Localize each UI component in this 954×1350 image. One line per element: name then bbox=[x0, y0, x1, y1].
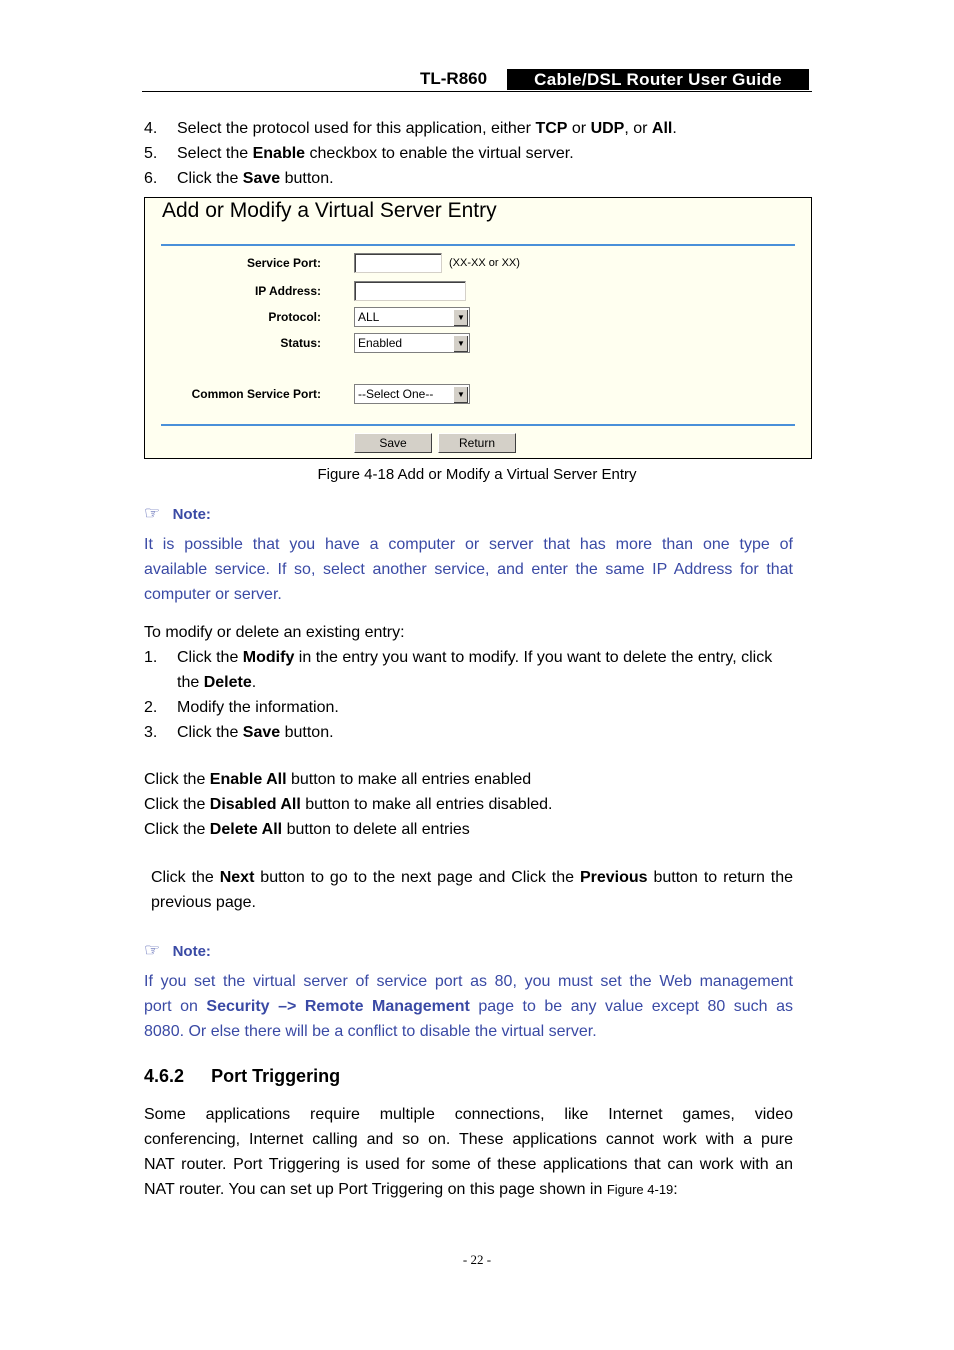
figure-caption: Figure 4-18 Add or Modify a Virtual Server Entry bbox=[317, 466, 637, 483]
navigation-paragraph bbox=[151, 865, 793, 915]
note-line: available service. If so, select another service, and enter the same IP Address for that bbox=[144, 561, 793, 578]
protocol-label: Protocol: bbox=[268, 310, 321, 324]
note-body bbox=[144, 969, 793, 1044]
modify-intro: To modify or delete an existing entry: bbox=[144, 624, 405, 641]
item-number: 5. bbox=[144, 145, 158, 162]
form-title: Add or Modify a Virtual Server Entry bbox=[162, 199, 497, 222]
item-number: 6. bbox=[144, 170, 158, 187]
common-service-port-value: --Select One-- bbox=[358, 387, 434, 401]
note-label: Note: bbox=[172, 943, 211, 960]
section-heading bbox=[144, 1066, 340, 1087]
service-port-label: Service Port: bbox=[246, 256, 321, 270]
bulk-line: Click the Disabled All button to make all entries disabled. bbox=[144, 796, 553, 813]
item-number: 1. bbox=[144, 649, 158, 666]
note-line: 8080. Or else there will be a conflict to disable the virtual server. bbox=[144, 1023, 597, 1040]
pointing-hand-icon: ☞ bbox=[144, 503, 161, 523]
common-service-port-select[interactable] bbox=[354, 384, 470, 404]
item-number: 3. bbox=[144, 724, 158, 741]
service-port-hint: (XX-XX or XX) bbox=[449, 257, 520, 269]
item-text: Click the Save button. bbox=[177, 724, 334, 741]
nav-line: Click the Next button to go to the next page and Click the Previous button to return the bbox=[151, 869, 794, 886]
return-button[interactable]: Return bbox=[438, 433, 516, 453]
note-line: If you set the virtual server of service port as 80, you must set the Web management bbox=[144, 973, 793, 990]
section-body bbox=[144, 1102, 793, 1202]
item-number: 2. bbox=[144, 699, 158, 716]
note-label: Note: bbox=[172, 506, 211, 523]
bulk-line: Click the Delete All button to delete all entries bbox=[144, 821, 470, 838]
common-service-port-label: Common Service Port: bbox=[191, 387, 321, 401]
page-number: - 22 - bbox=[462, 1252, 492, 1267]
chevron-down-icon[interactable]: ▼ bbox=[453, 309, 468, 326]
ip-address-label: IP Address: bbox=[254, 284, 321, 298]
note-heading bbox=[144, 503, 211, 524]
header-rule bbox=[142, 91, 812, 92]
body-line: NAT router. Port Triggering is used for some of these applications that can work with an bbox=[144, 1156, 793, 1173]
body-line: conferencing, Internet calling and so on. These applications cannot work with a pure bbox=[144, 1131, 793, 1148]
service-port-input[interactable] bbox=[354, 253, 442, 273]
nav-line: previous page. bbox=[151, 894, 256, 911]
body-line: Some applications require multiple connections, like Internet games, video bbox=[144, 1106, 793, 1123]
bulk-actions bbox=[144, 767, 552, 842]
chevron-down-icon[interactable]: ▼ bbox=[453, 386, 468, 403]
figure-reference: Figure 4-19 bbox=[606, 1182, 674, 1197]
header-guide-title: Cable/DSL Router User Guide bbox=[507, 69, 809, 90]
status-value: Enabled bbox=[358, 336, 403, 350]
header-model: TL-R860 bbox=[420, 69, 488, 88]
item-text: Click the Modify in the entry you want to modify. If you want to delete the entry, click bbox=[177, 649, 773, 666]
protocol-value: ALL bbox=[358, 310, 380, 324]
note-line: port on Security –> Remote Management page to be any value except 80 such as bbox=[144, 998, 793, 1015]
bulk-line: Click the Enable All button to make all entries enabled bbox=[144, 771, 532, 788]
note-body bbox=[144, 532, 793, 607]
item-text: Select the protocol used for this application, either TCP or UDP, or All. bbox=[177, 120, 677, 137]
virtual-server-form-screenshot bbox=[144, 197, 812, 459]
item-number: 4. bbox=[144, 120, 158, 137]
item-text: Select the Enable checkbox to enable the virtual server. bbox=[177, 145, 574, 162]
form-top-rule bbox=[161, 244, 795, 246]
form-bottom-rule bbox=[161, 424, 795, 426]
note-line: It is possible that you have a computer or server that has more than one type of bbox=[144, 536, 793, 553]
section-title: Port Triggering bbox=[211, 1066, 341, 1086]
item-text: the Delete. bbox=[177, 674, 257, 691]
item-text: Modify the information. bbox=[177, 699, 339, 716]
ip-address-input[interactable] bbox=[354, 281, 466, 301]
item-text: Click the Save button. bbox=[177, 170, 334, 187]
note-line: computer or server. bbox=[144, 586, 282, 603]
save-button[interactable]: Save bbox=[354, 433, 432, 453]
chevron-down-icon[interactable]: ▼ bbox=[453, 335, 468, 352]
section-number: 4.6.2 bbox=[144, 1066, 185, 1086]
body-line: NAT router. You can set up Port Triggering on this page shown in Figure 4-19: bbox=[144, 1181, 678, 1198]
note-heading bbox=[144, 940, 211, 961]
status-label: Status: bbox=[280, 336, 321, 350]
protocol-select[interactable] bbox=[354, 307, 470, 327]
status-select[interactable] bbox=[354, 333, 470, 353]
pointing-hand-icon: ☞ bbox=[144, 940, 161, 960]
